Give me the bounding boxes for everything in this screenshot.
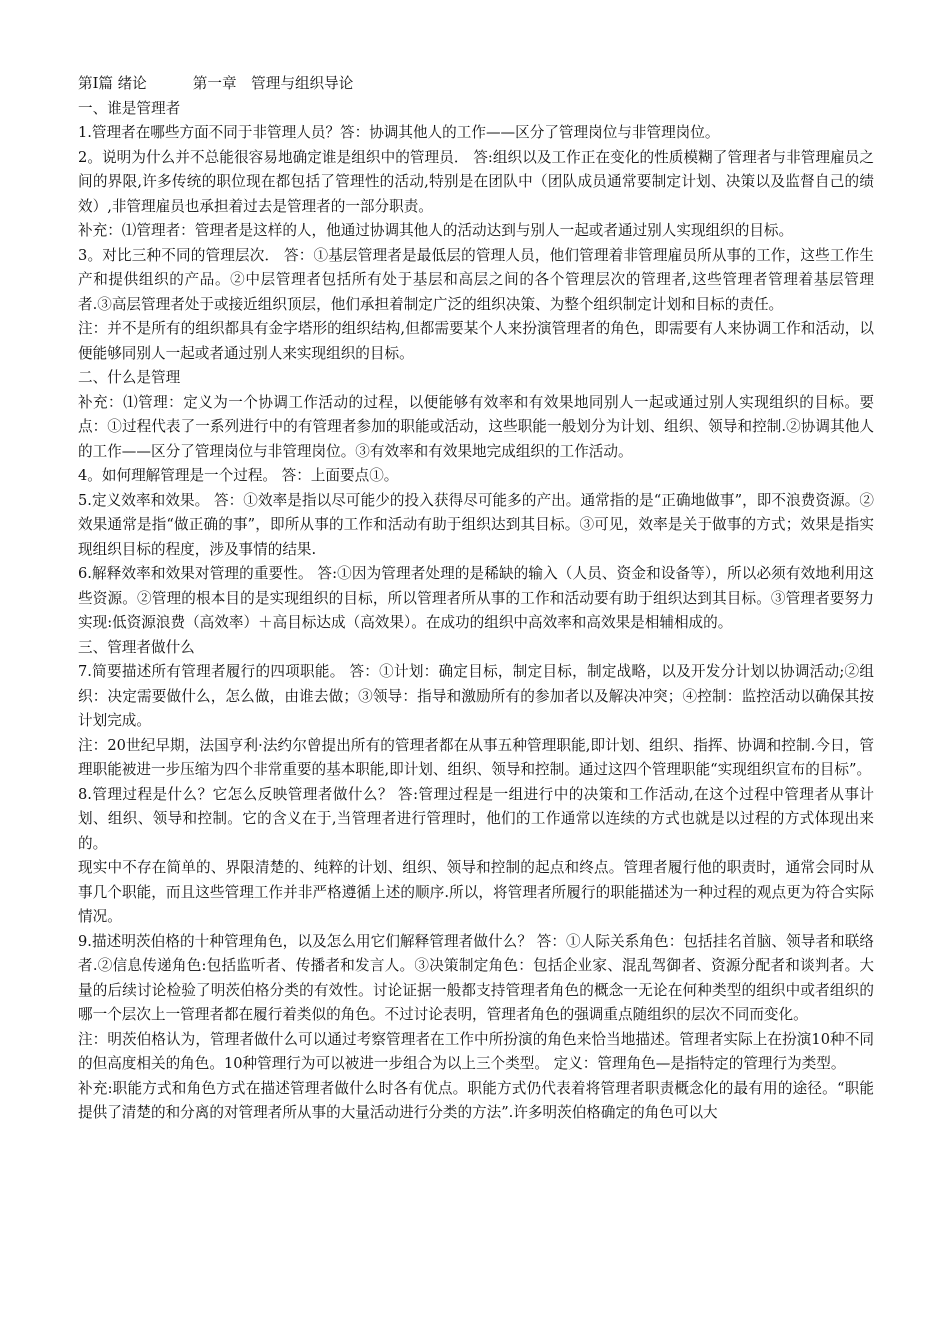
paragraph: 3。对比三种不同的管理层次． 答：①基层管理者是最低层的管理人员，他们管理着非管理雇员所从事的工作，这些工作生产和提供组织的产品。②中层管理者包括所有处于基层和高层之间的各个管理层次的管理者,这些管理者管理着基层管理者.③高层管理者处于或接近组织顶层，他们承担着制定广泛的组织决策、为整个组织制定计划和目标的责任。 <box>78 246 874 313</box>
paragraph: 注：20世纪早期，法国亨利·法约尔曾提出所有的管理者都在从事五种管理职能,即计划、组织、指挥、协调和控制.今日，管理职能被进一步压缩为四个非常重要的基本职能,即计划、组织、领导和控制。通过这四个管理职能“实现组织宣布的目标”。 <box>78 736 874 778</box>
paragraph: 2。说明为什么并不总能很容易地确定谁是组织中的管理员． 答:组织以及工作正在变化的性质模糊了管理者与非管理雇员之间的界限,许多传统的职位现在都包括了管理性的活动,特别是在团队中（团队成员通常要制定计划、决策以及监督自己的绩效）,非管理雇员也承担着过去是管理者的一部分职责。 <box>78 148 874 215</box>
paragraph: 7.简要描述所有管理者履行的四项职能。 答：①计划：确定目标，制定目标，制定战略，以及开发分计划以协调活动;②组织：决定需要做什么，怎么做，由谁去做；③领导：指导和激励所有的参加者以及解决冲突；④控制：监控活动以确保其按计划完成。 <box>78 663 874 729</box>
paragraph: 补充：⑴管理者：管理者是这样的人，他通过协调其他人的活动达到与别人一起或者通过别人实现组织的目标。 <box>78 222 794 239</box>
section-heading-1: 一、谁是管理者 <box>78 99 181 117</box>
chapter-title: 第一章 管理与组织导论 <box>192 75 354 92</box>
paragraph: 注：明茨伯格认为，管理者做什么可以通过考察管理者在工作中所扮演的角色来恰当地描述。管理者实际上在扮演10种不同的但高度相关的角色。10种管理行为可以被进一步组合为以上三个类型。 定义：管理角色—是指特定的管理行为类型。 <box>78 1030 874 1072</box>
section-heading-2: 二、什么是管理 <box>78 369 181 386</box>
part-title: 第Ⅰ篇 绪论 <box>78 75 147 92</box>
page-title <box>78 72 874 97</box>
paragraph: 补充:职能方式和角色方式在描述管理者做什么时各有优点。职能方式仍代表着将管理者职责概念化的最有用的途径。“职能提供了清楚的和分离的对管理者所从事的大量活动进行分类的方法”.许多明茨伯格确定的角色可以大 <box>78 1079 874 1121</box>
paragraph: 补充：⑴管理：定义为一个协调工作活动的过程，以便能够有效率和有效果地同别人一起或通过别人实现组织的目标。要点：①过程代表了一系列进行中的有管理者参加的职能或活动，这些职能一般划分为计划、组织、领导和控制.②协调其他人的工作——区分了管理岗位与非管理岗位。③有效率和有效果地完成组织的工作活动。 <box>78 393 874 460</box>
paragraph: 1.管理者在哪些方面不同于非管理人员？答：协调其他人的工作——区分了管理岗位与非管理岗位。 <box>78 124 720 141</box>
paragraph: 注：并不是所有的组织都具有金字塔形的组织结构,但都需要某个人来扮演管理者的角色，即需要有人来协调工作和活动，以便能够同别人一起或者通过别人来实现组织的目标。 <box>78 320 874 362</box>
paragraph: 4。如何理解管理是一个过程。 答：上面要点①。 <box>78 467 399 484</box>
document-page <box>78 72 874 1126</box>
section-heading-3: 三、管理者做什么 <box>78 638 195 656</box>
paragraph: 8.管理过程是什么？它怎么反映管理者做什么？ 答:管理过程是一组进行中的决策和工作活动,在这个过程中管理者从事计划、组织、领导和控制。它的含义在于,当管理者进行管理时，他们的工作通常以连续的方式也就是以过程的方式体现出来的。 <box>78 785 874 852</box>
paragraph: 现实中不存在简单的、界限清楚的、纯粹的计划、组织、领导和控制的起点和终点。管理者履行他的职责时，通常会同时从事几个职能，而且这些管理工作并非严格遵循上述的顺序.所以，将管理者所履行的职能描述为一种过程的观点更为符合实际情况。 <box>78 859 874 925</box>
paragraph: 5.定义效率和效果。 答：①效率是指以尽可能少的投入获得尽可能多的产出。通常指的是“正确地做事”，即不浪费资源。②效果通常是指“做正确的事”，即所从事的工作和活动有助于组织达到其目标。③可见，效率是关于做事的方式；效果是指实现组织目标的程度，涉及事情的结果. <box>78 491 874 558</box>
paragraph: 6.解释效率和效果对管理的重要性。 答:①因为管理者处理的是稀缺的输入（人员、资金和设备等），所以必须有效地利用这些资源。②管理的根本目的是实现组织的目标，所以管理者所从事的工作和活动要有助于组织达到其目标。③管理者要努力实现:低资源浪费（高效率）＋高目标达成（高效果）。在成功的组织中高效率和高效果是相辅相成的。 <box>78 565 874 631</box>
paragraph: 9.描述明茨伯格的十种管理角色，以及怎么用它们解释管理者做什么？ 答：①人际关系角色：包括挂名首脑、领导者和联络者.②信息传递角色:包括监听者、传播者和发言人。③决策制定角色：包括企业家、混乱驾御者、资源分配者和谈判者。大量的后续讨论检验了明茨伯格分类的有效性。讨论证据一般都支持管理者角色的概念一无论在何种类型的组织中或者组织的哪一个层次上一管理者都在履行着类似的角色。不过讨论表明，管理者角色的强调重点随组织的层次不同而变化。 <box>78 932 874 1023</box>
